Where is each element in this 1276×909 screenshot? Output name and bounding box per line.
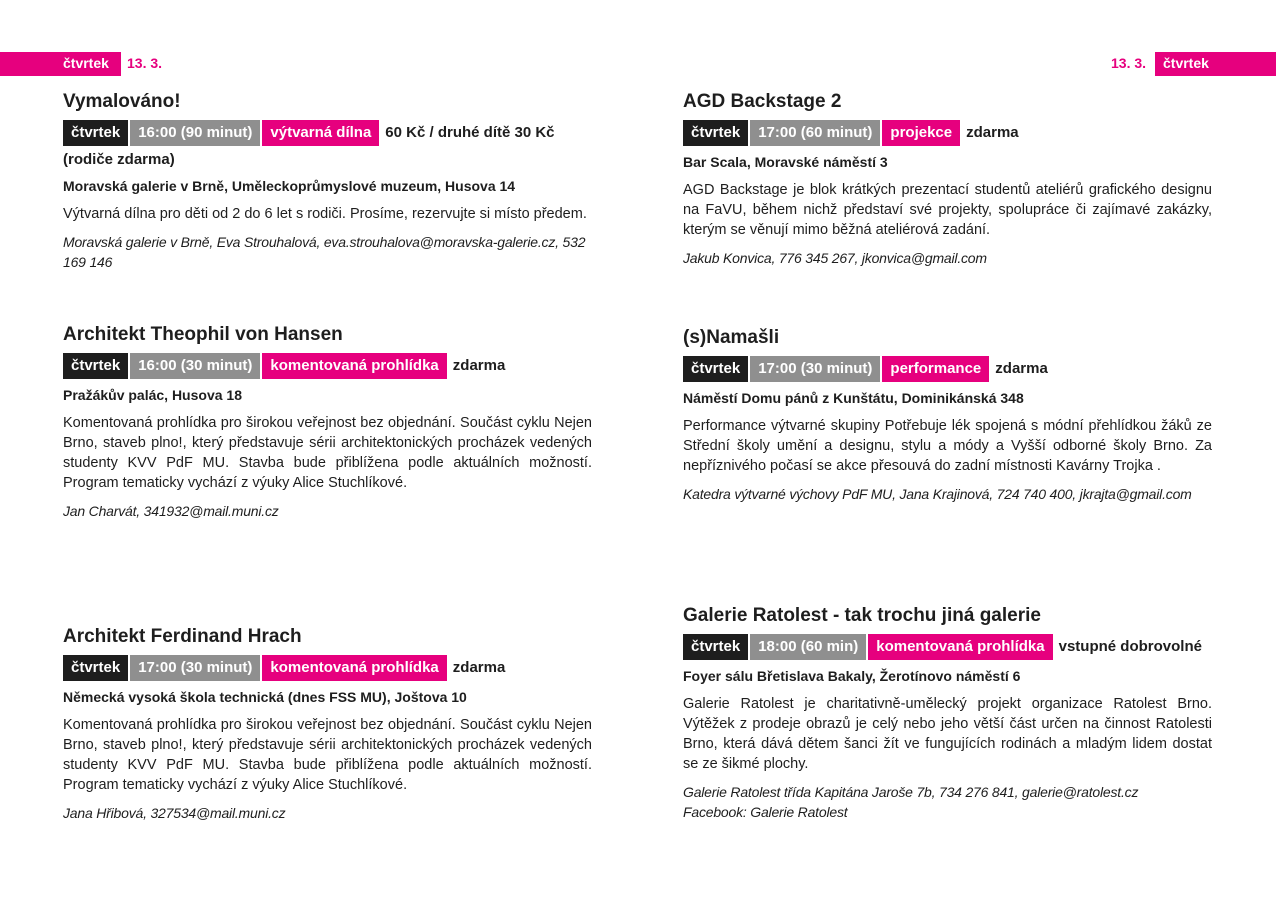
event-contact: Jana Hřibová, 327534@mail.muni.cz bbox=[63, 805, 286, 821]
time-tag: 17:00 (60 minut) bbox=[750, 120, 880, 146]
price: zdarma bbox=[995, 360, 1048, 377]
event-venue: Náměstí Domu pánů z Kunštátu, Dominikánská 348 bbox=[683, 390, 1024, 406]
category-tag: performance bbox=[882, 356, 989, 382]
time-tag: 17:00 (30 minut) bbox=[130, 655, 260, 681]
day-tag: čtvrtek bbox=[683, 356, 748, 382]
event-description: Výtvarná dílna pro děti od 2 do 6 let s rodiči. Prosíme, rezervujte si místo předem. bbox=[63, 206, 587, 222]
event-hrach bbox=[63, 625, 592, 823]
header-day-right: čtvrtek bbox=[1163, 55, 1209, 71]
event-title: Architekt Ferdinand Hrach bbox=[63, 626, 302, 647]
event-venue: Bar Scala, Moravské náměstí 3 bbox=[683, 154, 888, 170]
event-contact: Galerie Ratolest třída Kapitána Jaroše 7b, 734 276 841, galerie@ratolest.cz bbox=[683, 784, 1139, 800]
event-contact: Jan Charvát, 341932@mail.muni.cz bbox=[63, 503, 279, 519]
event-galerie-ratolest bbox=[683, 604, 1212, 822]
day-tag: čtvrtek bbox=[63, 655, 128, 681]
event-title: (s)Namašli bbox=[683, 327, 780, 348]
event-venue: Foyer sálu Břetislava Bakaly, Žerotínovo náměstí 6 bbox=[683, 668, 1021, 684]
event-title: Galerie Ratolest - tak trochu jiná galerie bbox=[683, 605, 1041, 626]
day-tag: čtvrtek bbox=[683, 634, 748, 660]
header-date-left: 13. 3. bbox=[127, 55, 163, 71]
price: zdarma bbox=[452, 357, 506, 374]
time-tag: 16:00 (90 minut) bbox=[130, 120, 260, 146]
category-tag: projekce bbox=[882, 120, 960, 146]
event-description: Komentovaná prohlídka pro širokou veřejnost bez objednání. Součást cyklu Nejen Brno, staveb plno!, který představuje sérii architektonických procházek vedených studenty KVV PdF MU. Stavba bude přiblížena podle aktuálních možností. Program tematicky vychází z výuky Alice Stuchlíkové. bbox=[63, 415, 592, 491]
category-tag: výtvarná dílna bbox=[262, 120, 379, 146]
time-tag: 18:00 (60 min) bbox=[750, 634, 866, 660]
time-tag: 17:00 (30 minut) bbox=[750, 356, 880, 382]
event-contact: Moravská galerie v Brně, Eva Strouhalová, eva.strouhalova@moravska-galerie.cz, 532 169 146 bbox=[63, 234, 586, 270]
event-agd-backstage bbox=[683, 90, 1212, 268]
event-tags bbox=[683, 356, 1212, 382]
event-hansen bbox=[63, 323, 592, 521]
event-title: AGD Backstage 2 bbox=[683, 91, 842, 112]
price: 60 Kč / druhé dítě 30 Kč bbox=[385, 124, 555, 141]
price-note: (rodiče zdarma) bbox=[63, 151, 175, 168]
event-contact-facebook: Facebook: Galerie Ratolest bbox=[683, 804, 848, 820]
event-contact: Katedra výtvarné výchovy PdF MU, Jana Krajinová, 724 740 400, jkrajta@gmail.com bbox=[683, 486, 1192, 502]
event-tags bbox=[63, 655, 592, 681]
time-tag: 16:00 (30 minut) bbox=[130, 353, 260, 379]
header-date-right: 13. 3. bbox=[1111, 55, 1147, 71]
category-tag: komentovaná prohlídka bbox=[262, 655, 446, 681]
day-tag: čtvrtek bbox=[63, 120, 128, 146]
price: zdarma bbox=[966, 124, 1019, 141]
price: vstupné dobrovolné bbox=[1058, 638, 1202, 655]
day-tag: čtvrtek bbox=[63, 353, 128, 379]
event-tags bbox=[63, 120, 592, 146]
price: zdarma bbox=[452, 659, 506, 676]
event-title: Architekt Theophil von Hansen bbox=[63, 324, 343, 345]
event-tags bbox=[63, 353, 592, 379]
event-description: AGD Backstage je blok krátkých prezentací studentů ateliérů grafického designu na FaVU, během nichž představí své projekty, spolupráce či zajímavé zakázky, kterým se věnují mimo běžná ateliérová zadání. bbox=[683, 182, 1212, 238]
event-contact: Jakub Konvica, 776 345 267, jkonvica@gmail.com bbox=[683, 250, 987, 266]
event-description: Komentovaná prohlídka pro širokou veřejnost bez objednání. Součást cyklu Nejen Brno, staveb plno!, který představuje sérii architektonických procházek vedených studenty KVV PdF MU. Stavba bude přiblížena podle aktuálních možností. Program tematicky vychází z výuky Alice Stuchlíkové. bbox=[63, 717, 592, 793]
category-tag: komentovaná prohlídka bbox=[262, 353, 446, 379]
event-description: Galerie Ratolest je charitativně-umělecký projekt organizace Ratolest Brno. Výtěžek z prodeje obrazů je celý nebo jeho větší část určen na činnost Ratolesti Brno, která dává dětem šanci žít ve fungujících rodinách a mladým lidem dostat se ze šikmé plochy. bbox=[683, 696, 1212, 772]
event-tags bbox=[683, 634, 1212, 660]
event-snamasli bbox=[683, 326, 1212, 504]
event-description: Performance výtvarné skupiny Potřebuje lék spojená s módní přehlídkou žáků ze Střední školy umění a designu, stylu a módy a Vyšší odborné školy Brno. Za nepříznivého počasí se akce přesouvá do zadní místnosti Kavárny Trojka . bbox=[683, 418, 1212, 474]
event-venue: Německá vysoká škola technická (dnes FSS MU), Joštova 10 bbox=[63, 689, 467, 705]
event-vymalovano bbox=[63, 90, 592, 272]
event-title: Vymalováno! bbox=[63, 91, 181, 112]
event-venue: Moravská galerie v Brně, Uměleckoprůmyslové muzeum, Husova 14 bbox=[63, 178, 516, 194]
event-tags bbox=[683, 120, 1212, 146]
header-day-left: čtvrtek bbox=[63, 55, 109, 71]
event-venue: Pražákův palác, Husova 18 bbox=[63, 387, 242, 403]
category-tag: komentovaná prohlídka bbox=[868, 634, 1052, 660]
day-tag: čtvrtek bbox=[683, 120, 748, 146]
